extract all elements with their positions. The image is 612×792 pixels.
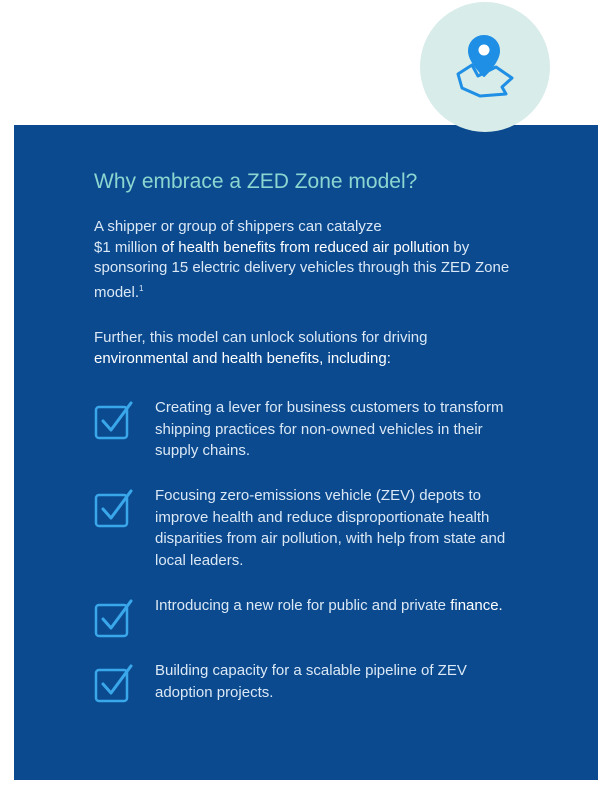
further-paragraph	[94, 328, 524, 369]
further-highlight: environmental and health benefits, including:	[94, 349, 391, 367]
location-badge	[420, 2, 550, 132]
checkbox-icon	[94, 400, 134, 440]
benefit-text: Focusing zero-emissions vehicle (ZEV) depots to improve health and reduce disproportionate health disparities from air pollution, with help from state and local leaders.	[155, 487, 506, 569]
further-text: Further, this model can unlock solutions for driving	[94, 329, 428, 346]
checkbox-icon	[94, 598, 134, 638]
intro-amount: $1 million	[94, 238, 158, 256]
benefit-text-main: Introducing a new role for public and private	[155, 597, 447, 614]
map-pin-icon	[450, 32, 520, 102]
intro-line-1: A shipper or group of shippers can catalyze	[94, 218, 382, 235]
benefit-item	[94, 485, 524, 571]
benefit-text: Creating a lever for business customers to transform shipping practices for non-owned vehicles in their supply chains.	[155, 399, 504, 459]
page-title: Why embrace a ZED Zone model?	[94, 170, 418, 193]
benefit-text-highlight: finance.	[450, 597, 503, 614]
intro-paragraph	[94, 217, 524, 304]
benefit-item	[94, 397, 524, 462]
checkbox-icon	[94, 488, 134, 528]
benefit-item	[94, 595, 524, 638]
benefit-item	[94, 660, 524, 703]
footnote-marker: 1	[139, 284, 144, 294]
intro-rest: by sponsoring 15 electric delivery vehicles through this ZED Zone model.	[94, 238, 510, 302]
intro-highlight: of health benefits from reduced air pollution	[161, 238, 450, 256]
checkbox-icon	[94, 663, 134, 703]
benefit-text	[155, 595, 515, 617]
benefit-text: Building capacity for a scalable pipeline of ZEV adoption projects.	[155, 662, 467, 701]
